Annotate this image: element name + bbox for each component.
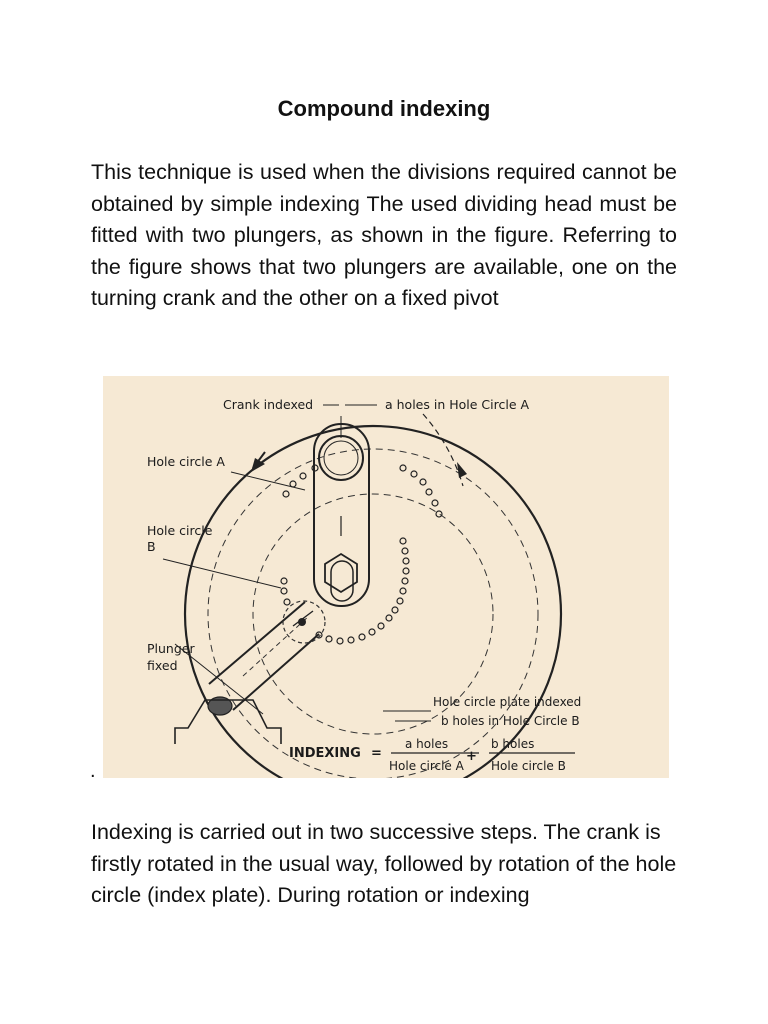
stray-bullet: . bbox=[90, 760, 96, 782]
label-plunger-2: fixed bbox=[147, 658, 178, 673]
formula-indexing: INDEXING bbox=[289, 746, 361, 761]
hole-circle-a-path bbox=[208, 449, 538, 778]
label-plunger-1: Plunger bbox=[147, 641, 195, 656]
formula-frac2-den: Hole circle B bbox=[491, 759, 566, 773]
dividing-head-figure bbox=[103, 376, 669, 778]
crank-slot bbox=[331, 561, 353, 601]
intro-paragraph: This technique is used when the divisions required cannot be obtained by simple indexing The used dividing head must be fitted with two plungers, as shown in the figure. Referring to the figure shows that two plungers are available, one on the turning crank and the other on a fixed pivot bbox=[91, 160, 677, 310]
crank-plunger bbox=[319, 436, 363, 480]
dividing-head-diagram bbox=[103, 376, 669, 778]
label-b-holes: b holes in Hole Circle B bbox=[441, 714, 580, 728]
page-title: Compound indexing bbox=[277, 96, 491, 121]
steps-paragraph: Indexing is carried out in two successive steps. The crank is firstly rotated in the usual way, followed by rotation of the hole circle (index plate). During rotation or indexing bbox=[91, 820, 677, 907]
fixed-plunger-arm bbox=[208, 601, 325, 715]
formula-frac2-num: b holes bbox=[491, 737, 535, 751]
crank-nut bbox=[325, 554, 357, 592]
formula-frac1-num: a holes bbox=[405, 737, 449, 751]
crank-arm bbox=[314, 424, 369, 606]
holes-circle-a bbox=[283, 465, 442, 517]
label-a-holes: a holes in Hole Circle A bbox=[385, 397, 530, 412]
formula-equals: = bbox=[371, 746, 382, 761]
holes-circle-b bbox=[281, 538, 409, 644]
formula-plus: + bbox=[466, 749, 477, 764]
label-hole-circle-a: Hole circle A bbox=[147, 454, 225, 469]
label-hole-circle-b-2: B bbox=[147, 539, 156, 554]
label-plate-indexed: Hole circle plate indexed bbox=[433, 695, 582, 709]
label-crank-indexed: Crank indexed bbox=[223, 397, 314, 412]
formula-frac1-den: Hole circle A bbox=[389, 759, 464, 773]
label-hole-circle-b-1: Hole circle bbox=[147, 523, 213, 538]
